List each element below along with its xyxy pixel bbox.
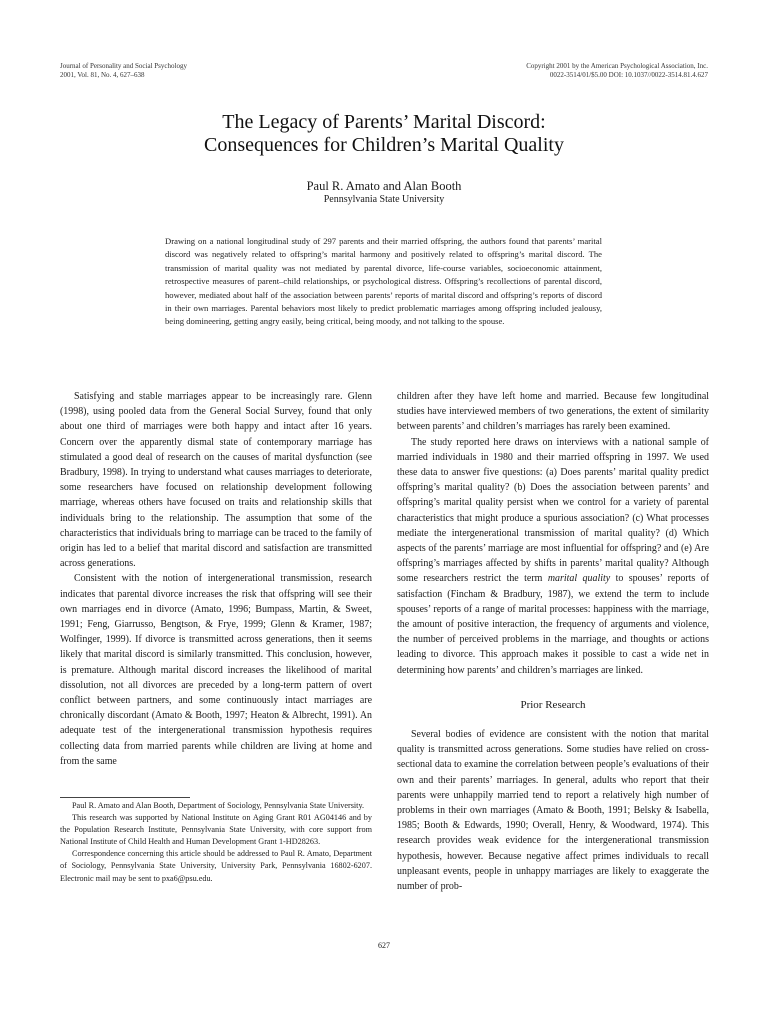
footnote-divider	[60, 797, 190, 798]
footnotes	[60, 800, 372, 885]
paragraph-text: to spouses’ reports of satisfaction (Fincham & Bradbury, 1987), we extend the term to include spouses’ reports of a range of marital processes: happiness with the marriage, the amount of positive interaction, the frequency of arguments and violence, the number of perceived problems in the marriage, and thoughts or actions leading to divorce. This approach makes it possible to cast a wide net in determining how parents’ and children’s marriages are linked.	[397, 573, 710, 676]
author-names: Paul R. Amato and Alan Booth	[306, 179, 462, 193]
journal-volume: 2001, Vol. 81, No. 4, 627–638	[60, 71, 145, 79]
journal-citation	[60, 62, 187, 80]
copyright-notice	[526, 62, 708, 80]
footnote-correspondence: Correspondence concerning this article should be addressed to Paul R. Amato, Department of Sociology, Pennsylvania State University, University Park, Pennsylvania 16802-6207. Electronic mail may be sent to pxa6@psu.edu.	[60, 849, 372, 883]
footnote-affiliation: Paul R. Amato and Alan Booth, Department of Sociology, Pennsylvania State University.	[72, 801, 365, 810]
title-line-2: Consequences for Children’s Marital Quality	[204, 134, 564, 156]
right-column	[397, 389, 709, 894]
body-paragraph: children after they have left home and married. Because few longitudinal studies have interviewed members of two generations, the extent of similarity between parents’ and children’s marriages has rarely been examined.	[397, 391, 709, 433]
section-heading: Prior Research	[520, 698, 586, 711]
doi-line: 0022-3514/01/$5.00 DOI: 10.1037//0022-3514.81.4.627	[549, 71, 708, 79]
paragraph-text: The study reported here draws on interviews with a national sample of married individuals in 1980 and their married offspring in 1997. We used these data to answer five questions: (a) Does parents’ marital quality predict offspring’s marital quality? (b) Does the association between parents’ and offspring’s marital quality persist when we control for a variety of parental characteristics that might produce a spurious association? (c) What processes mediate the intergenerational transmission of marital quality? (d) Which aspects of the parents’ marriage are most influential for offspring? and (e) Are offspring’s marriages affected by shifts in parents’ marital quality? Although some researchers restrict the term	[397, 436, 709, 585]
italic-term: marital quality	[547, 573, 611, 585]
page-number: 627	[378, 941, 390, 950]
copyright-line: Copyright 2001 by the American Psychological Association, Inc.	[526, 62, 708, 70]
left-column	[60, 389, 372, 769]
author-affiliation: Pennsylvania State University	[323, 194, 445, 205]
body-paragraph: Consistent with the notion of intergenerational transmission, research indicates that parental divorce increases the risk that offspring will see their own marriages end in divorce (Amato, 1996; Bumpass, Martin, & Sweet, 1991; Feng, Giarrusso, Bengtson, & Frye, 1999; Glenn & Kramer, 1987; Wolfinger, 1999). If divorce is transmitted across generations, then it seems likely that marital discord is similarly transmitted. This conclusion, however, is premature. Although marital discord increases the likelihood of marital dissolution, not all divorces are preceded by a long-term pattern of overt conflict between partners, and some continuously intact marriages are chronically discordant (Amato & Booth, 1997; Heaton & Albrecht, 1991). An adequate test of the intergenerational transmission hypothesis requires collecting data from married parents while children are living at home and from the same	[60, 573, 372, 767]
abstract: Drawing on a national longitudinal study of 297 parents and their married offspring, the authors found that parents’ marital discord was negatively related to offspring’s marital harmony and positively related to offspring’s marital discord. The transmission of marital quality was not mediated by parental divorce, life-course variables, socioeconomic attainment, retrospective measures of parent–child relationships, or psychological distress. Offspring’s recollections of parental discord, however, mediated about half of the association between parents’ reports of marital discord and offspring’s reports of discord in their own marriages. Parental behaviors most likely to predict problematic marriages among offspring included jealousy, being domineering, getting angry easily, being critical, being moody, and not talking to the spouse.	[165, 236, 602, 327]
article-title	[0, 111, 768, 157]
body-paragraph: Several bodies of evidence are consistent with the notion that marital quality is transmitted across generations. Some studies have relied on cross-sectional data to examine the correlation between people’s evaluations of their own and their parents’ marriages. In general, adults who report that their parents were unhappily married tend to report a relatively high number of problems in their own marriages (Amato & Booth, 1991; Belsky & Isabella, 1985; Booth & Edwards, 1990; Overall, Henry, & Woodward, 1974). This research provides weak evidence for the intergenerational transmission hypothesis, however. Because negative affect primes individuals to recall unpleasant events, people in unhappy marriages are likely to exaggerate the number of prob-	[397, 729, 709, 893]
journal-name: Journal of Personality and Social Psychology	[60, 62, 187, 70]
body-paragraph	[397, 435, 709, 678]
title-line-1: The Legacy of Parents’ Marital Discord:	[222, 111, 546, 133]
footnote-funding: This research was supported by National Institute on Aging Grant R01 AG04146 and by the Population Research Institute, Pennsylvania State University, with core support from National Institute of Child Health and Human Development Grant 1-HD28263.	[60, 813, 372, 847]
body-paragraph: Satisfying and stable marriages appear to be increasingly rare. Glenn (1998), using pooled data from the General Social Survey, found that only about one third of marriages were both happy and intact after 16 years. Concern over the apparently dismal state of contemporary marriage has stimulated a good deal of research on the causes of marital dysfunction (see Bradbury, 1998). In trying to understand what causes marriages to deteriorate, some researchers have focused on relationship development following marriage, whereas others have focused on traits and relationship skills that individuals bring to the relationship. The assumption that some of the characteristics that individuals bring to marriage can be traced to the family of origin has led to a belief that marital discord and satisfaction are transmitted across generations.	[60, 391, 372, 570]
